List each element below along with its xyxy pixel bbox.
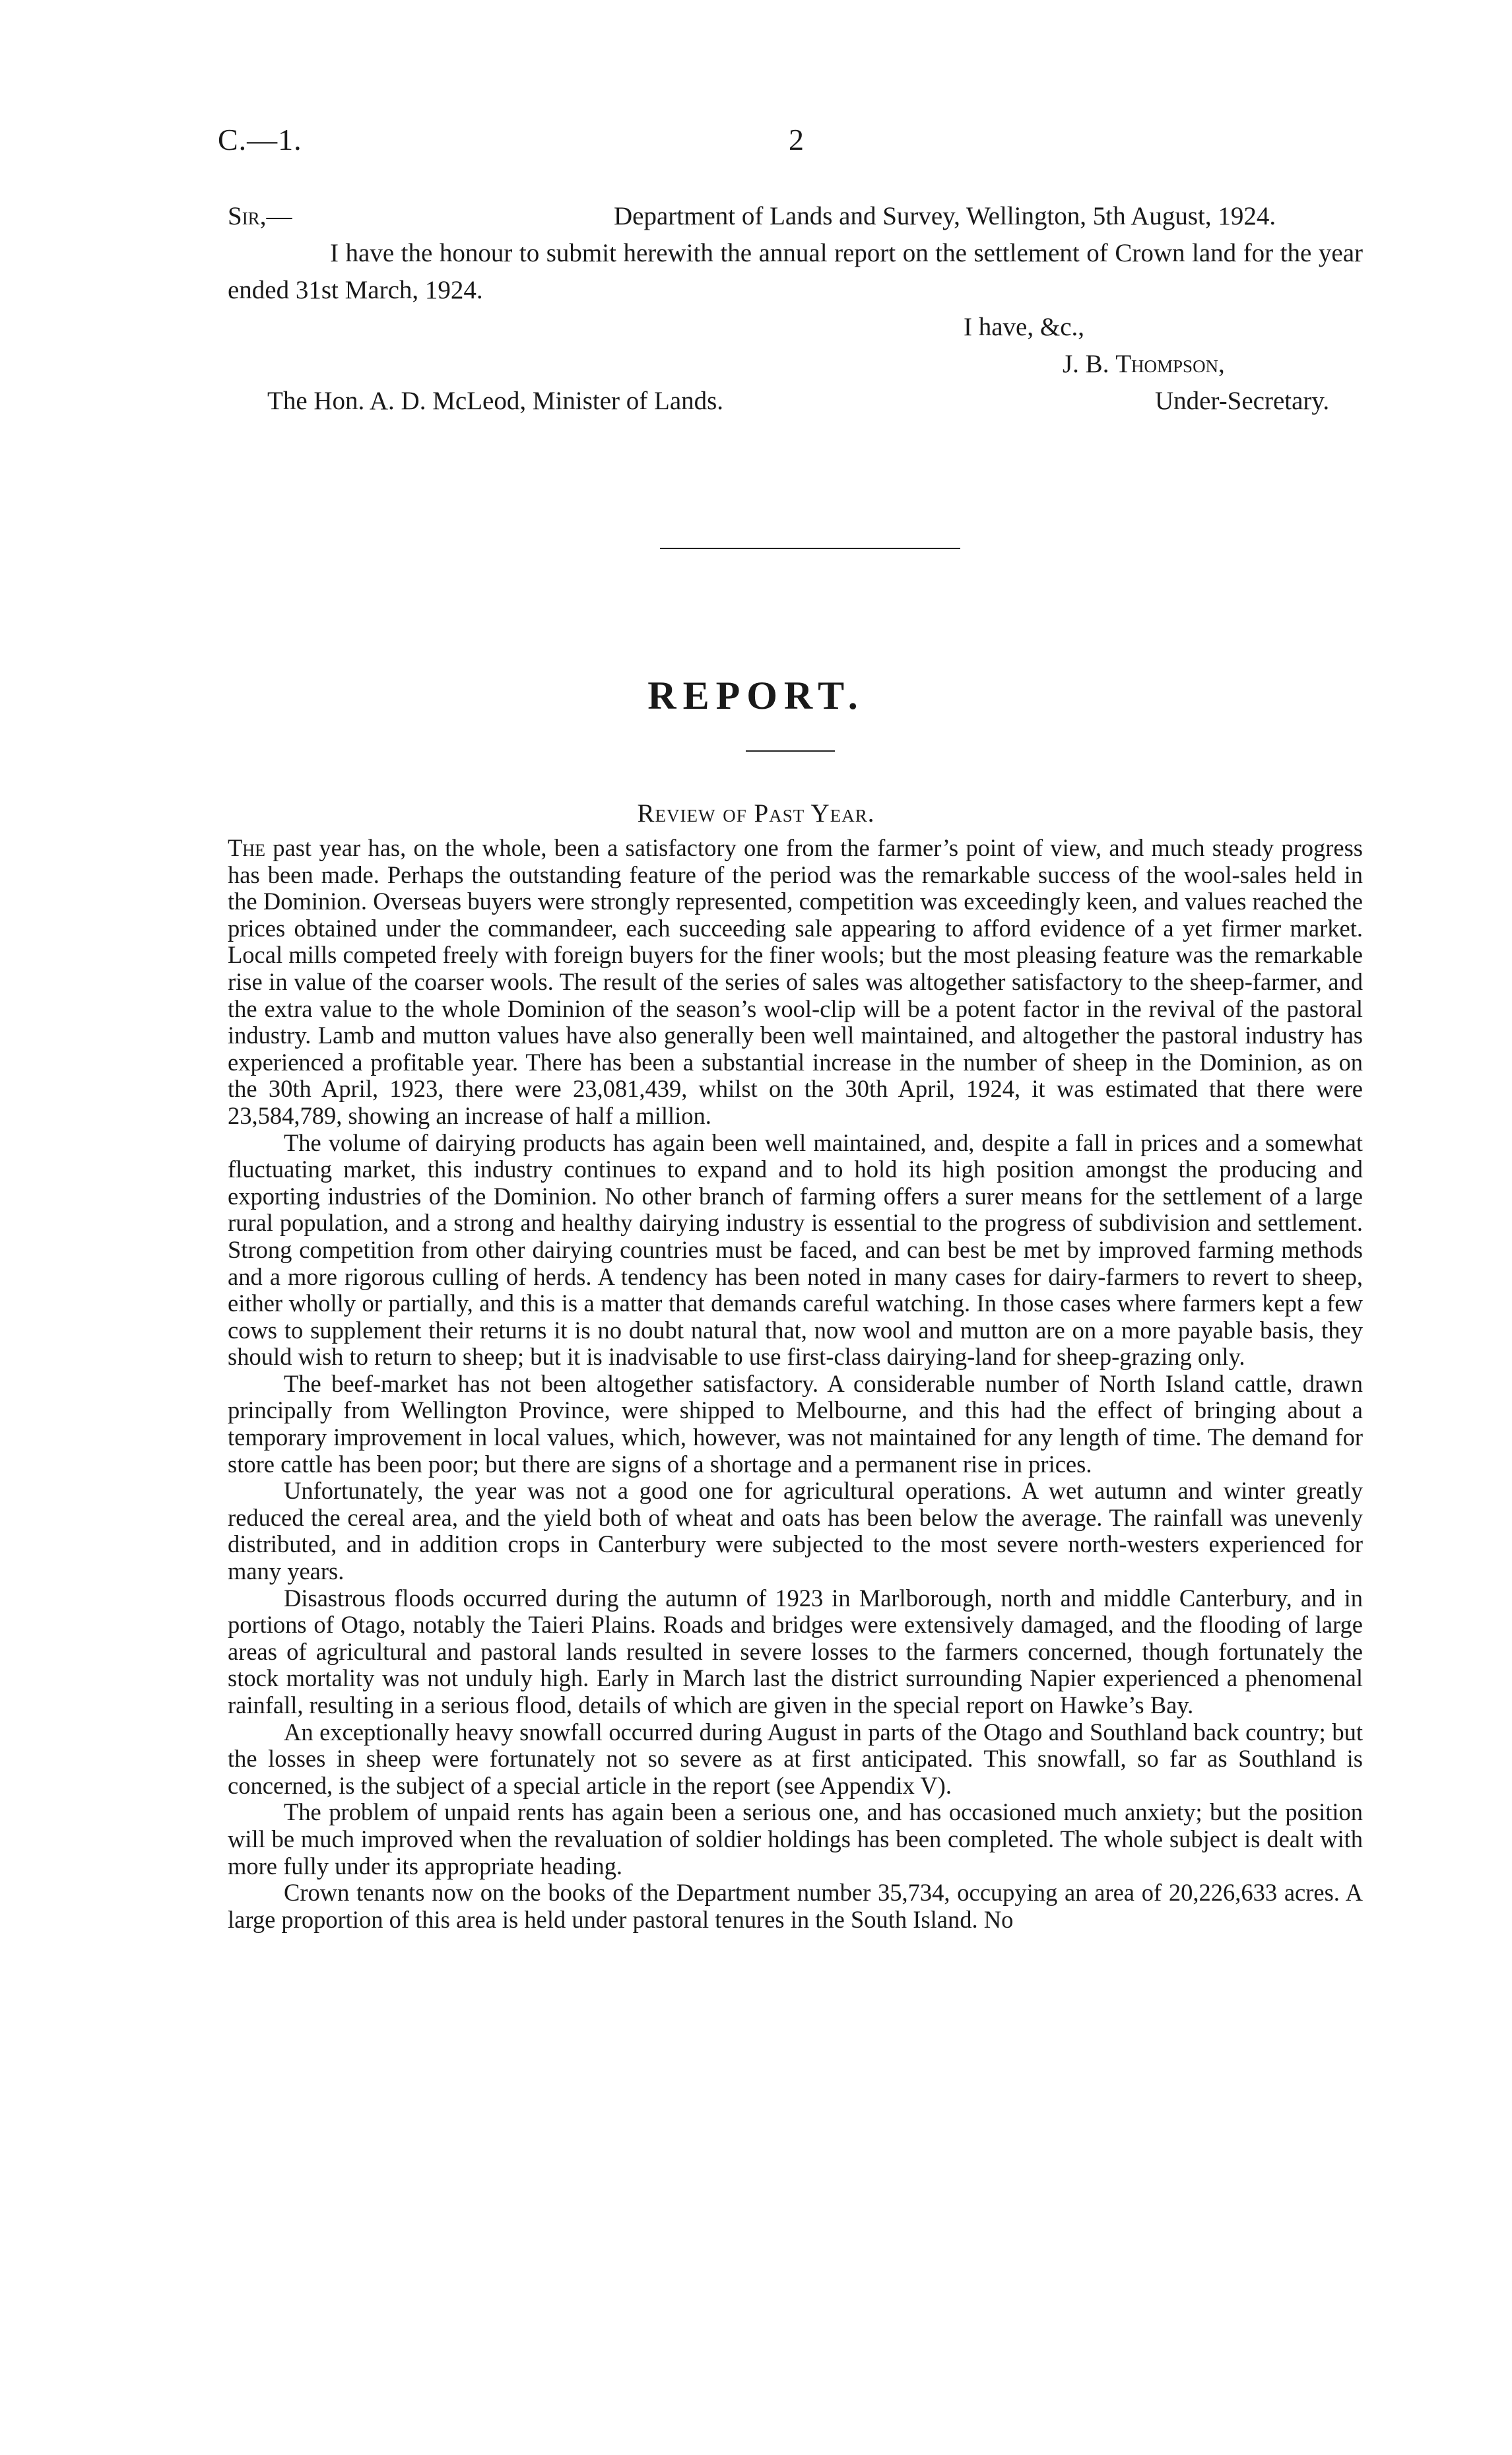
- report-paragraph: Crown tenants now on the books of the Department number 35,734, occupying an area of 20,226,633 acres. A large proportion of this area is held under pastoral tenures in the South Island. No: [228, 1879, 1363, 1933]
- section-divider: [660, 548, 960, 549]
- covering-letter: [228, 198, 1363, 420]
- letter-header-row: [228, 198, 1363, 235]
- title-underline: [746, 750, 835, 752]
- letter-signature-block: [228, 309, 1363, 420]
- signatory-initials: J. B.: [1063, 350, 1109, 378]
- page-number: 2: [789, 123, 804, 156]
- report-paragraph: The volume of dairying products has again been well maintained, and, despite a fall in prices and a somewhat fluctuating market, this industry continues to expand and to hold its high position amongst the producing and exporting industries of the Dominion. No other branch of farming offers a surer means for the settlement of a large rural population, and a strong and healthy dairying industry is essential to the progress of subdivision and settlement. Strong competition from other dairying countries must be faced, and can best be met by improved farming methods and a more rigorous culling of herds. A tendency has been noted in many cases for dairy-farmers to revert to sheep, either wholly or partially, and this is a matter that demands careful watching. In those cases where farmers kept a few cows to supplement their returns it is no doubt natural that, now wool and mutton are on a more payable basis, they should wish to return to sheep; but it is inadvisable to use first-class dairying-land for sheep-grazing only.: [228, 1129, 1363, 1371]
- paragraph-text: past year has, on the whole, been a satisfactory one from the farmer’s point of view, and much steady progress has been made. Perhaps the outstanding feature of the period was the remarkable success of the wool-sales held in the Dominion. Overseas buyers were strongly represented, competition was exceedingly keen, and values reached the prices obtained under the commandeer, each succeeding sale appearing to afford evidence of a yet firmer market. Local mills competed freely with foreign buyers for the finer wools; but the most pleasing feature was the remarkable rise in value of the coarser wools. The result of the series of sales was altogether satisfactory to the sheep-farmer, and the extra value to the whole Dominion of the season’s wool-clip will be a potent factor in the revival of the pastoral industry. Lamb and mutton values have also generally been well maintained, and altogether the pastoral industry has experienced a profitable year. There has been a substantial increase in the number of sheep in the Dominion, as on the 30th April, 1923, there were 23,081,439, whilst on the 30th April, 1924, it was estimated that there were 23,584,789, showing an increase of half a million.: [228, 834, 1363, 1129]
- report-paragraph: The problem of unpaid rents has again been a serious one, and has occasioned much anxiety; but the position will be much improved when the revaluation of soldier holdings has been completed. The whole subject is dealt with more fully under its appropriate heading.: [228, 1798, 1363, 1880]
- report-paragraph: Disastrous floods occurred during the autumn of 1923 in Marlborough, north and middle Canterbury, and in portions of Otago, notably the Taieri Plains. Roads and bridges were extensively damaged, and the flooding of large areas of agricultural and pastoral lands resulted in severe losses to the farmers concerned, though fortunately the stock mortality was not unduly high. Early in March last the district surrounding Napier experienced a phenomenal rainfall, resulting in a serious flood, details of which are given in the special report on Hawke’s Bay.: [228, 1584, 1363, 1718]
- section-heading: Review of Past Year.: [637, 799, 875, 828]
- letter-signatory-name: [1063, 346, 1225, 383]
- report-paragraph: The beef-market has not been altogether satisfactory. A considerable number of North Island cattle, drawn principally from Wellington Province, were shipped to Melbourne, and this had the effect of bringing about a temporary improvement in local values, which, however, was not maintained for any length of time. The demand for store cattle has been poor; but there are signs of a shortage and a permanent rise in prices.: [228, 1369, 1363, 1478]
- signatory-surname: Thompson,: [1115, 350, 1225, 378]
- report-paragraph: [228, 835, 1363, 1130]
- letter-salutation: Sir,—: [228, 202, 292, 230]
- report-paragraph: An exceptionally heavy snowfall occurred during August in parts of the Otago and Southland back country; but the losses in sheep were fortunately not so severe as at first anticipated. This snowfall, so far as Southland is concerned, is the subject of a special article in the report (see Appendix V).: [228, 1718, 1363, 1799]
- letter-dateline: Department of Lands and Survey, Wellington, 5th August, 1924.: [614, 202, 1276, 230]
- letter-addressee: The Hon. A. D. McLeod, Minister of Lands.: [267, 387, 724, 415]
- letter-closing: I have, &c.,: [964, 313, 1085, 341]
- parliamentary-paper-reference: C.—1.: [218, 123, 302, 156]
- report-body: [228, 835, 1363, 1933]
- report-paragraph: Unfortunately, the year was not a good one for agricultural operations. A wet autumn and winter greatly reduced the cereal area, and the yield both of wheat and oats has been below the average. The rainfall was unevenly distributed, and in addition crops in Canterbury were subjected to the most severe north-westers experienced for many years.: [228, 1477, 1363, 1585]
- letter-signatory-title: Under-Secretary.: [1155, 387, 1330, 415]
- report-title: REPORT.: [647, 674, 865, 717]
- paragraph-lead-word: The: [228, 834, 265, 861]
- letter-body: I have the honour to submit herewith the annual report on the settlement of Crown land for the year ended 31st March, 1924.: [228, 239, 1363, 304]
